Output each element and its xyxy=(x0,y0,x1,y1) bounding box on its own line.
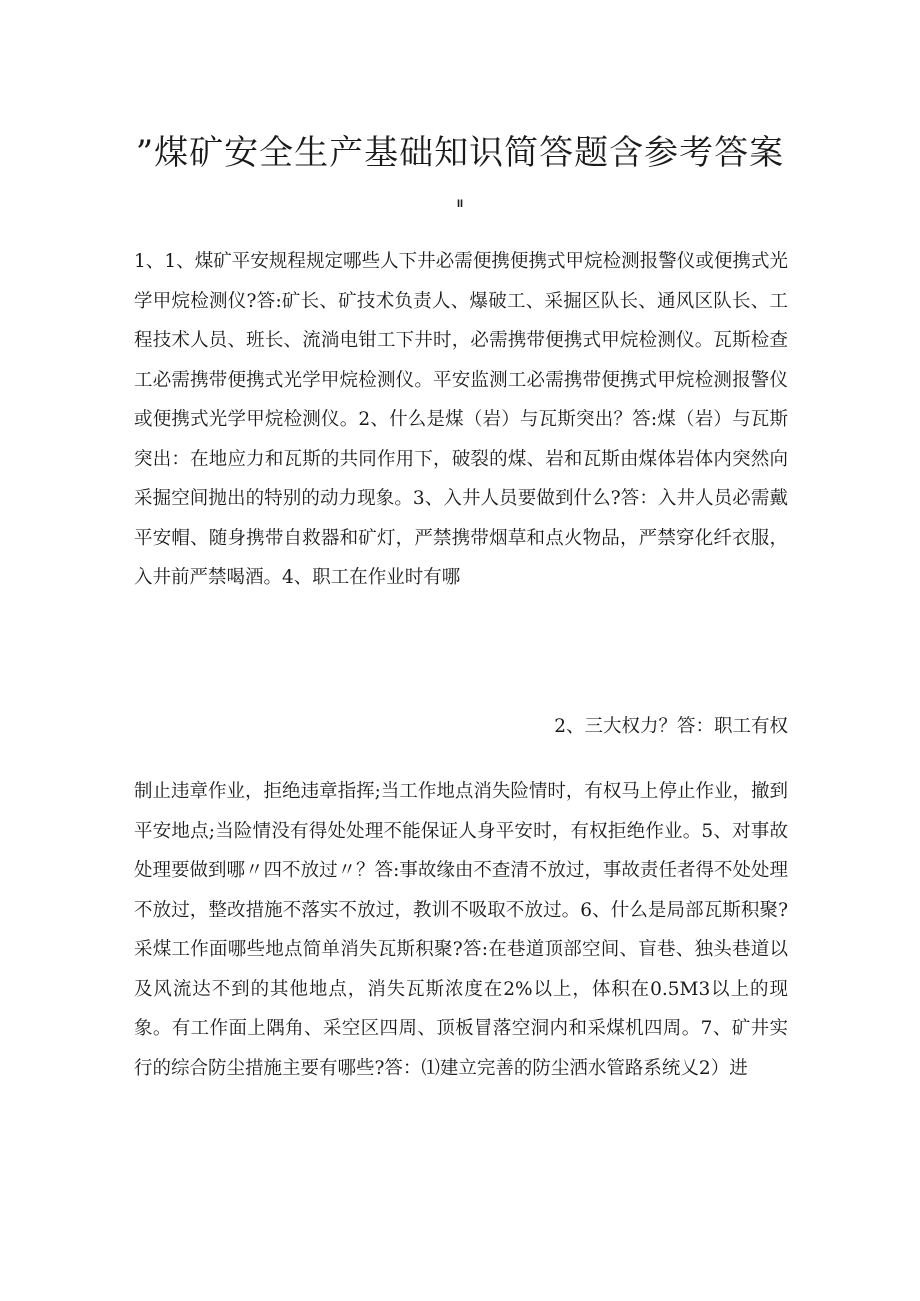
body-paragraph-3: 制止违章作业，拒绝违章指挥;当工作地点消失险情时，有权马上停止作业，撤到平安地点;当险情没有得处处理不能保证人身平安时，有权拒绝作业。5、对事故处理要做到哪〃四不放过〃？答:事故缘由不查清不放过，事故责任者得不处处理不放过，整改措施不落实不放过，教训不吸取不放过。6、什么是局部瓦斯积聚?采煤工作面哪些地点简单消失瓦斯积聚?答:在巷道顶部空间、盲巷、独头巷道以及风流达不到的其他地点，消失瓦斯浓度在2%以上，体积在0.5M3以上的现象。有工作面上隅角、采空区四周、顶板冒落空洞内和采煤机四周。7、矿井实行的综合防尘措施主要有哪些?答：⑴建立完善的防尘洒水管路系统乂2）进 xyxy=(134,781,788,1079)
document-title: ”煤矿安全生产基础知识简答题含参考答案 xyxy=(135,133,785,173)
body-paragraph-1: 1、1、煤矿平安规程规定哪些人下井必需便携便携式甲烷检测报警仪或便携式光学甲烷检测仪?答:矿长、矿技术负责人、爆破工、采掘区队长、通风区队长、工程技术人员、班长、流淌电钳工下井时，必需携带便携式甲烷检测仪。瓦斯检查工必需携带便携式光学甲烷检测仪。平安监测工必需携带便携式甲烷检测报警仪或便携式光学甲烷检测仪。2、什么是煤（岩）与瓦斯突出？答:煤（岩）与瓦斯突出：在地应力和瓦斯的共同作用下，破裂的煤、岩和瓦斯由煤体岩体内突然向采掘空间抛出的特别的动力现象。3、入井人员要做到什么?答：入井人员必需戴平安帽、随身携带自救器和矿灯，严禁携带烟草和点火物品，严禁穿化纤衣服，入井前严禁喝酒。4、职工在作业时有哪 xyxy=(134,251,788,588)
subtitle-mark: II xyxy=(456,198,464,210)
body-paragraph-2: 2、三大权力？答：职工有权 xyxy=(554,716,788,737)
